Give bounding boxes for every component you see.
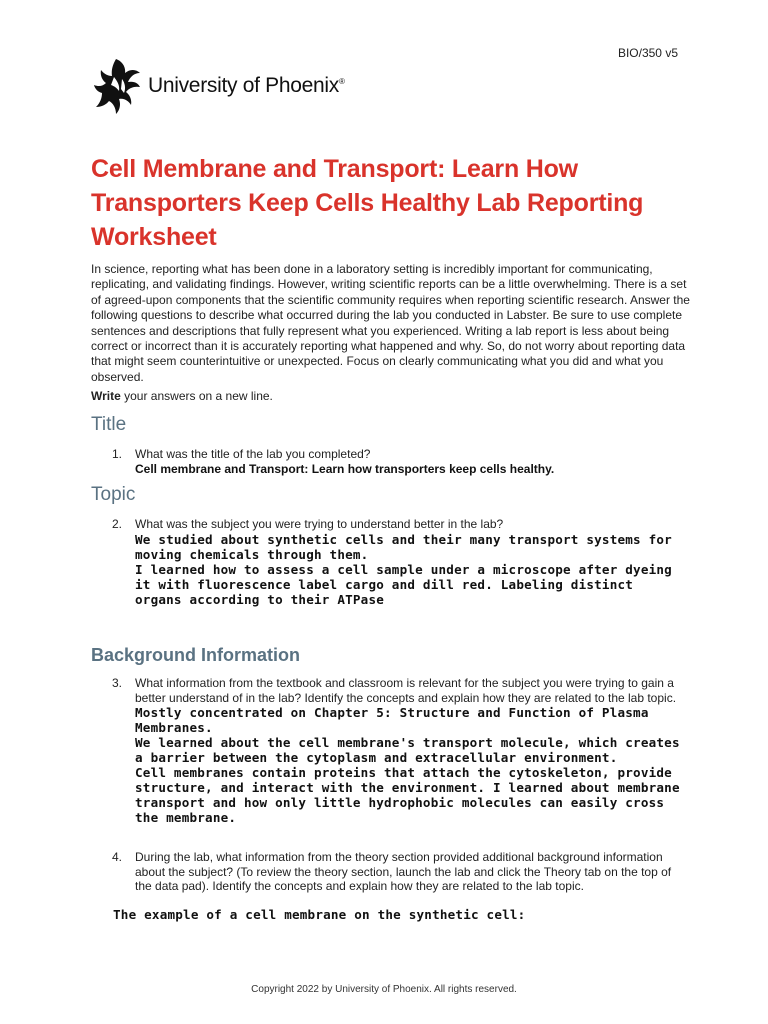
answer-text: Cell membrane and Transport: Learn how transporters keep cells healthy. bbox=[135, 461, 555, 476]
answer-line: We learned about the cell membrane's transport molecule, which creates a barrier between the cytoplasm and extracellular environment. bbox=[135, 735, 680, 766]
question-4 bbox=[112, 850, 682, 894]
question-text: During the lab, what information from the theory section provided additional background information about the subject? (To review the theory section, launch the lab and click the Theory tab on the top of the data pad). Identify the concepts and explain how they are related to the lab topic. bbox=[135, 850, 672, 894]
university-logo bbox=[92, 55, 345, 117]
question-2 bbox=[112, 517, 682, 607]
question-text: What was the title of the lab you completed? bbox=[135, 447, 371, 461]
answer-text: The example of a cell membrane on the synthetic cell: bbox=[113, 907, 526, 922]
question-1 bbox=[112, 447, 682, 476]
section-heading-topic: Topic bbox=[91, 484, 136, 505]
question-number: 3. bbox=[112, 676, 123, 690]
write-instruction: Write your answers on a new line. bbox=[91, 389, 273, 403]
answer-line: Mostly concentrated on Chapter 5: Structure and Function of Plasma Membranes. bbox=[135, 705, 649, 736]
question-text: What was the subject you were trying to understand better in the lab? bbox=[135, 517, 504, 531]
intro-paragraph: In science, reporting what has been done in a laboratory setting is incredibly important for communicating, replicating, and validating findings. However, writing scientific reports can be a little overwhelming. There is a set of agreed-upon components that the scientific community requires when reporting scientific research. Answer the following questions to describe what occurred during the lab you conducted in Labster. Be sure to use complete sentences and descriptions that fully represent what you experienced. Writing a lab report is less about being correct or incorrect than it is accurately reporting what happened and why. So, do not worry about reporting data that might seem counterintuitive or unexpected. Focus on clearly communicating what you did and what you observed. bbox=[91, 262, 690, 384]
answer-line: We studied about synthetic cells and their many transport systems for moving chemicals through them. bbox=[135, 531, 672, 562]
question-number: 4. bbox=[112, 850, 123, 864]
question-number: 1. bbox=[112, 447, 123, 461]
phoenix-bird-icon bbox=[92, 55, 144, 117]
question-number: 2. bbox=[112, 517, 123, 531]
logo-wordmark: University of Phoenix® bbox=[148, 74, 345, 97]
answer-line: I learned how to assess a cell sample under a microscope after dyeing it with fluorescence label cargo and dill red. Labeling distinct organs according to their ATPase bbox=[135, 561, 672, 607]
question-3 bbox=[112, 676, 682, 825]
section-heading-background: Background Information bbox=[91, 645, 301, 665]
document-code: BIO/350 v5 bbox=[617, 46, 678, 60]
answer-line: Cell membranes contain proteins that attach the cytoskeleton, provide structure, and interact with the environment. I learned about membrane transport and how only little hydrophobic molecules can easily cross the membrane. bbox=[135, 765, 680, 826]
question-text: What information from the textbook and classroom is relevant for the subject you were trying to gain a better understand of in the lab? Identify the concepts and explain how they are related to the lab topic. bbox=[135, 676, 677, 705]
copyright-footer: Copyright 2022 by University of Phoenix. All rights reserved. bbox=[251, 984, 517, 995]
page-title: Cell Membrane and Transport: Learn How Transporters Keep Cells Healthy Lab Reporting Worksheet bbox=[91, 155, 644, 251]
section-heading-title: Title bbox=[91, 414, 127, 435]
